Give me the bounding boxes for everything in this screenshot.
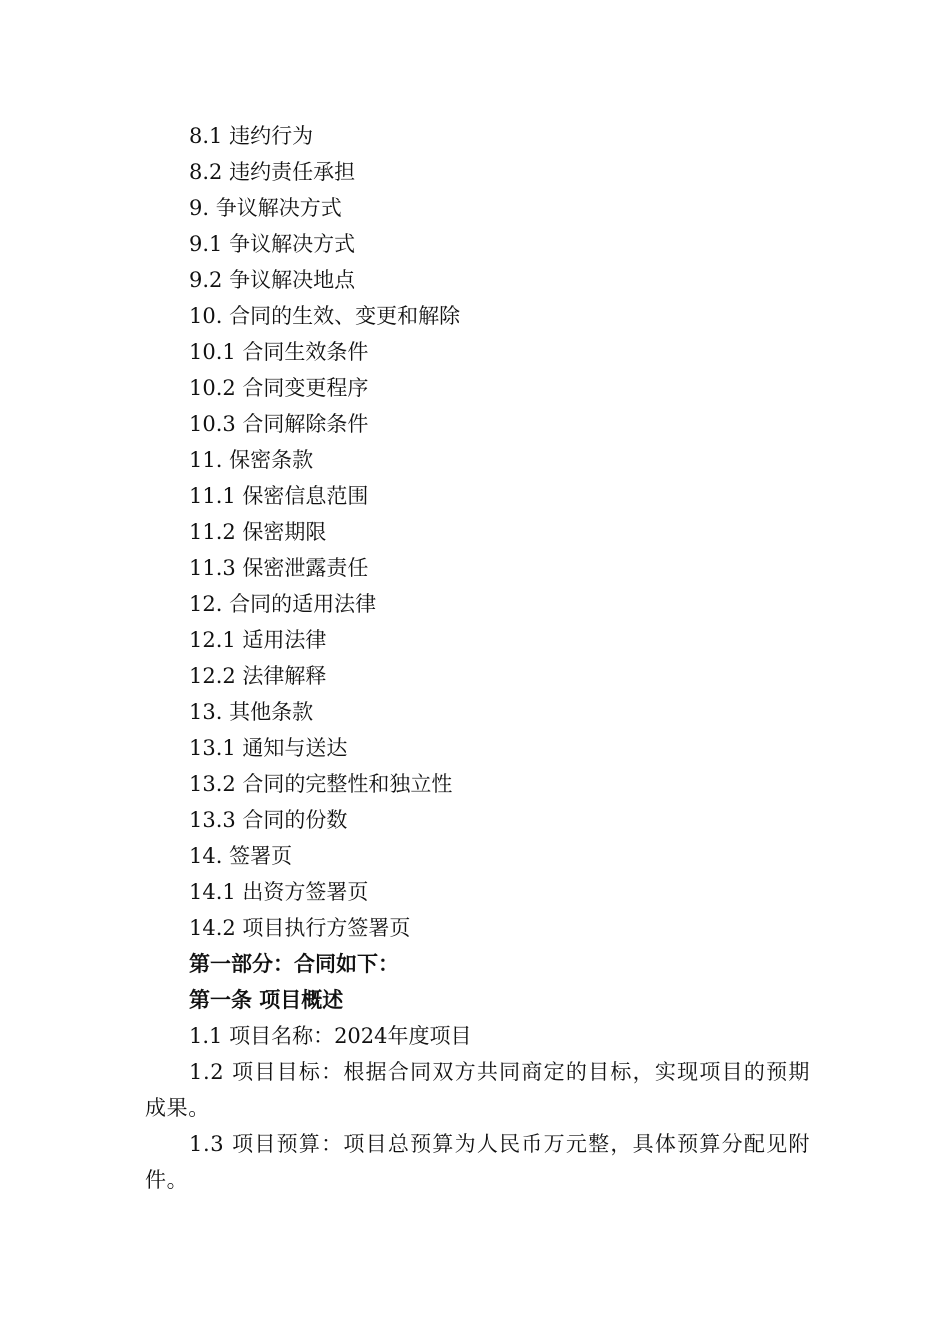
toc-item: 11.1 保密信息范围 [189, 484, 369, 508]
part-heading: 第一部分：合同如下： [189, 952, 399, 976]
document-body [145, 118, 810, 1198]
toc-item: 12.1 适用法律 [189, 628, 327, 652]
clause-project-name: 1.1 项目名称：2024年度项目 [189, 1024, 472, 1048]
toc-item: 9.1 争议解决方式 [189, 232, 356, 256]
toc-item: 10.1 合同生效条件 [189, 340, 369, 364]
toc-item: 14. 签署页 [189, 844, 293, 868]
toc-item: 11.3 保密泄露责任 [189, 556, 369, 580]
toc-item: 11.2 保密期限 [189, 520, 327, 544]
clause-project-budget: 1.3 项目预算：项目总预算为人民币万元整，具体预算分配见附件。 [145, 1132, 810, 1192]
toc-item: 10.2 合同变更程序 [189, 376, 369, 400]
clause-project-goal: 1.2 项目目标：根据合同双方共同商定的目标，实现项目的预期成果。 [145, 1060, 810, 1120]
toc-item: 13.1 通知与送达 [189, 736, 348, 760]
toc-item: 8.2 违约责任承担 [189, 160, 356, 184]
toc-item: 9. 争议解决方式 [189, 196, 342, 220]
toc-item: 13. 其他条款 [189, 700, 314, 724]
toc-item: 8.1 违约行为 [189, 124, 314, 148]
toc-item: 10.3 合同解除条件 [189, 412, 369, 436]
toc-item: 13.2 合同的完整性和独立性 [189, 772, 453, 796]
toc-item: 11. 保密条款 [189, 448, 314, 472]
toc-item: 13.3 合同的份数 [189, 808, 348, 832]
toc-item: 12. 合同的适用法律 [189, 592, 377, 616]
toc-item: 14.2 项目执行方签署页 [189, 916, 411, 940]
toc-item: 9.2 争议解决地点 [189, 268, 356, 292]
toc-item: 14.1 出资方签署页 [189, 880, 369, 904]
article-heading: 第一条 项目概述 [189, 988, 344, 1012]
toc-item: 10. 合同的生效、变更和解除 [189, 304, 461, 328]
toc-item: 12.2 法律解释 [189, 664, 327, 688]
